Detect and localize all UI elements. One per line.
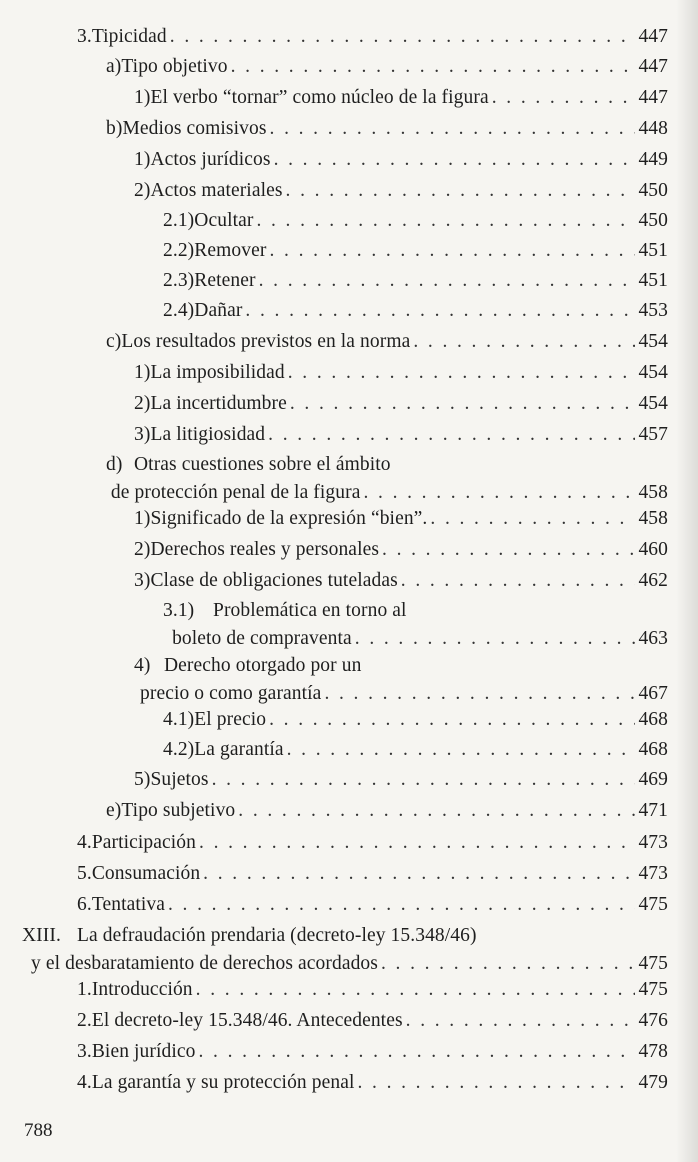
- toc-entry-number: 2.2): [163, 240, 195, 261]
- toc-entry-number: 4.: [77, 832, 92, 853]
- dot-leader: [382, 536, 635, 564]
- toc-entry-line: [77, 829, 668, 857]
- toc-entry-page: 457: [638, 424, 668, 445]
- toc-entry-page: 458: [638, 482, 668, 503]
- dot-leader: [288, 359, 636, 387]
- toc-entry-title: Bien jurídico: [91, 1041, 196, 1062]
- toc-entry: [163, 297, 668, 325]
- toc-entry-page: 454: [638, 331, 668, 352]
- toc-entry-line: [134, 421, 668, 449]
- toc-entry: [77, 976, 668, 1004]
- toc-entry-page: 450: [638, 180, 668, 201]
- toc-entry-line: [163, 297, 668, 325]
- toc-entry: [77, 1007, 668, 1035]
- toc-entry-number: 5.: [77, 863, 92, 884]
- toc-entry-line: [22, 950, 668, 978]
- dot-leader: [199, 829, 635, 857]
- toc-entry-number: 1): [134, 508, 151, 529]
- toc-entry-title: Tentativa: [91, 894, 165, 915]
- toc-entry-line: [134, 177, 668, 205]
- toc-entry-line: [77, 891, 668, 919]
- toc-entry-title: La incertidumbre: [150, 393, 287, 414]
- dot-leader: [231, 53, 636, 81]
- toc-entry-line: [106, 797, 668, 825]
- toc-entry-number: 2): [134, 180, 151, 201]
- toc-entry-title: Retener: [194, 270, 256, 291]
- toc-entry-number: 3): [134, 424, 151, 445]
- toc-entry-number: XIII.: [22, 925, 61, 946]
- toc-entry-line: [106, 479, 668, 507]
- toc-entry-line: [163, 237, 668, 265]
- dot-leader: [286, 177, 636, 205]
- toc-entry-line: [163, 625, 668, 653]
- toc-entry-title: Participación: [91, 832, 197, 853]
- toc-entry-title: Clase de obligaciones tuteladas: [150, 570, 398, 591]
- toc-entry-number: 5): [134, 769, 151, 790]
- toc-entry-page: 451: [638, 240, 668, 261]
- toc-entry-line: [163, 597, 668, 625]
- toc-entry-line: [77, 1007, 668, 1035]
- toc-entry-page: 453: [638, 300, 668, 321]
- toc-entry: [77, 829, 668, 857]
- dot-leader: [290, 390, 636, 418]
- toc-entry-page: 475: [638, 979, 668, 1000]
- toc-entry-title: Actos materiales: [150, 180, 283, 201]
- toc-entry: [163, 597, 668, 653]
- toc-entry: [106, 328, 668, 356]
- toc-entry-page: 463: [638, 628, 668, 649]
- toc-entry-title: Remover: [194, 240, 267, 261]
- toc-entry: [134, 390, 668, 418]
- dot-leader: [401, 567, 636, 595]
- toc-entry-number: 2.3): [163, 270, 195, 291]
- toc-entry-number: 1): [134, 362, 151, 383]
- toc-entry-page: 469: [638, 769, 668, 790]
- toc-entry: [134, 567, 668, 595]
- toc-entry-number: 2): [134, 539, 151, 560]
- toc-entry-page: 447: [638, 87, 668, 108]
- toc-entry: [22, 922, 668, 978]
- toc-entry-number: 4.: [77, 1072, 92, 1093]
- toc-entry: [134, 177, 668, 205]
- toc-entry-title: Derechos reales y personales: [150, 539, 380, 560]
- toc-entry-title: Dañar: [194, 300, 243, 321]
- dot-leader: [212, 766, 636, 794]
- toc-entry-line: [22, 922, 668, 950]
- toc-entry: [77, 860, 668, 888]
- toc-entry: [106, 797, 668, 825]
- toc-entry: [163, 207, 668, 235]
- toc-entry-number: d): [106, 454, 123, 475]
- toc-entry: [106, 115, 668, 143]
- dot-leader: [363, 479, 635, 507]
- toc-entry-number: c): [106, 331, 122, 352]
- toc-entry-page: 454: [638, 393, 668, 414]
- toc-entry-line: [163, 706, 668, 734]
- toc-entry-page: 447: [638, 56, 668, 77]
- toc-entry-line: [134, 390, 668, 418]
- toc-entry-title: Actos jurídicos: [150, 149, 271, 170]
- toc-entry: [134, 84, 668, 112]
- dot-leader: [168, 891, 635, 919]
- toc-entry-title: La garantía: [194, 739, 284, 760]
- toc-entry-title: Sujetos: [150, 769, 209, 790]
- toc-entry-number: 3.1): [163, 600, 195, 621]
- dot-leader: [492, 84, 636, 112]
- toc-entry-page: 451: [638, 270, 668, 291]
- dot-leader: [274, 146, 636, 174]
- toc-entry: [163, 706, 668, 734]
- toc-entry-title: Significado de la expresión “bien”.: [150, 508, 428, 529]
- toc-entry-line: [163, 736, 668, 764]
- toc-entry: [77, 891, 668, 919]
- dot-leader: [259, 267, 636, 295]
- toc-entry-line: [77, 976, 668, 1004]
- dot-leader: [287, 736, 636, 764]
- toc-entry-number: 1.: [77, 979, 92, 1000]
- dot-leader: [269, 706, 635, 734]
- toc-entry-title: El precio: [194, 709, 267, 730]
- toc-entry-page: 450: [638, 210, 668, 231]
- toc-entry: [77, 1069, 668, 1097]
- toc-entry-page: 473: [638, 863, 668, 884]
- toc-entry: [134, 536, 668, 564]
- toc-entry-line: [106, 53, 668, 81]
- toc-entry-page: 448: [638, 118, 668, 139]
- toc-entry-page: 475: [638, 894, 668, 915]
- toc-entry-line: [134, 680, 668, 708]
- dot-leader: [256, 207, 635, 235]
- toc-entry-number: 2.1): [163, 210, 195, 231]
- toc-entry-number: 6.: [77, 894, 92, 915]
- dot-leader: [406, 1007, 636, 1035]
- toc-entry-page: 471: [638, 800, 668, 821]
- toc-entry-number: 2.: [77, 1010, 92, 1031]
- toc-entry-number: 3.: [77, 1041, 92, 1062]
- toc-entry-number: b): [106, 118, 123, 139]
- toc-entry: [134, 146, 668, 174]
- toc-entry-title: Tipo objetivo: [121, 56, 228, 77]
- toc-entry-line: [134, 567, 668, 595]
- toc-entry-title: La defraudación prendaria (decreto-ley 15.348/46): [77, 925, 477, 946]
- toc-entry-title: Ocultar: [194, 210, 254, 231]
- toc-entry-line: [134, 652, 668, 680]
- dot-leader: [324, 680, 635, 708]
- toc-entry-page: 462: [638, 570, 668, 591]
- toc-entry-line: [77, 1069, 668, 1097]
- toc-entry-number: 2.4): [163, 300, 195, 321]
- toc-entry-page: 467: [638, 683, 668, 704]
- dot-leader: [269, 237, 635, 265]
- toc-entry: [134, 359, 668, 387]
- dot-leader: [355, 625, 636, 653]
- dot-leader: [170, 23, 636, 51]
- toc-entry-title: Tipo subjetivo: [121, 800, 236, 821]
- toc-entry-title: Otras cuestiones sobre el ámbito: [134, 454, 391, 475]
- toc-entry-title: de protección penal de la figura: [110, 482, 361, 503]
- toc-entry-page: 468: [638, 739, 668, 760]
- toc-entry: [77, 1038, 668, 1066]
- dot-leader: [245, 297, 635, 325]
- toc-entry-title: Consumación: [91, 863, 201, 884]
- toc-entry-line: [77, 23, 668, 51]
- dot-leader: [413, 328, 635, 356]
- toc-entry-title: y el desbaratamiento de derechos acordados: [31, 953, 378, 974]
- toc-entry-page: 454: [638, 362, 668, 383]
- toc-entry: [163, 237, 668, 265]
- toc-entry-page: 447: [638, 26, 668, 47]
- toc-entry-title: El verbo “tornar” como núcleo de la figura: [150, 87, 489, 108]
- toc-entry-line: [134, 359, 668, 387]
- toc-entry-line: [163, 207, 668, 235]
- toc-entry-title: La garantía y su protección penal: [91, 1072, 355, 1093]
- toc-entry-title: precio o como garantía: [140, 683, 322, 704]
- toc-entry: [77, 23, 668, 51]
- page-edge-shadow: [676, 0, 698, 1162]
- dot-leader: [203, 860, 635, 888]
- toc-entry: [134, 421, 668, 449]
- toc-entry: [163, 267, 668, 295]
- toc-entry-title: Derecho otorgado por un: [164, 655, 362, 676]
- toc-entry-number: 4.2): [163, 739, 195, 760]
- toc-entry-page: 468: [638, 709, 668, 730]
- toc-entry-page: 473: [638, 832, 668, 853]
- toc-entry-number: 1): [134, 149, 151, 170]
- dot-leader: [270, 115, 636, 143]
- dot-leader: [381, 950, 635, 978]
- toc-entry-number: 4): [134, 655, 151, 676]
- toc-entry-number: 3.: [77, 26, 92, 47]
- toc-entry: [163, 736, 668, 764]
- toc-entry-number: 4.1): [163, 709, 195, 730]
- dot-leader: [268, 421, 635, 449]
- dot-leader: [238, 797, 635, 825]
- dot-leader: [430, 505, 635, 533]
- toc-entry-page: 475: [638, 953, 668, 974]
- toc-entry-page: 476: [638, 1010, 668, 1031]
- toc-entry-number: e): [106, 800, 122, 821]
- toc-entry-line: [134, 146, 668, 174]
- toc-entry-title: Problemática en torno al: [213, 600, 407, 621]
- toc-entry-title: Tipicidad: [91, 26, 167, 47]
- toc-entry-page: 449: [638, 149, 668, 170]
- toc-entry-title: Los resultados previstos en la norma: [121, 331, 411, 352]
- toc-entry: [134, 652, 668, 708]
- toc-entry-title: El decreto-ley 15.348/46. Antecedentes: [91, 1010, 403, 1031]
- toc-entry-title: La litigiosidad: [150, 424, 266, 445]
- toc-entry-number: 1): [134, 87, 151, 108]
- toc-entry-number: 3): [134, 570, 151, 591]
- toc-entry-line: [77, 1038, 668, 1066]
- dot-leader: [196, 976, 636, 1004]
- toc-entry-page: 458: [638, 508, 668, 529]
- toc-entry: [106, 53, 668, 81]
- dot-leader: [198, 1038, 635, 1066]
- toc-entry-title: Medios comisivos: [122, 118, 267, 139]
- dot-leader: [357, 1069, 635, 1097]
- toc-entry: [134, 505, 668, 533]
- toc-entry-title: Introducción: [91, 979, 193, 1000]
- toc-entry-line: [134, 536, 668, 564]
- toc-entry-line: [134, 84, 668, 112]
- page-number: 788: [24, 1120, 53, 1141]
- toc-entry: [106, 451, 668, 507]
- toc-entry-line: [134, 505, 668, 533]
- toc-entry-title: La imposibilidad: [150, 362, 285, 383]
- toc-entry-line: [106, 115, 668, 143]
- toc-entry-title: boleto de compraventa: [172, 628, 352, 649]
- toc-entry-page: 460: [638, 539, 668, 560]
- toc-entry: [134, 766, 668, 794]
- toc-entry-line: [134, 766, 668, 794]
- toc-entry-number: a): [106, 56, 122, 77]
- toc-entry-line: [163, 267, 668, 295]
- toc-entry-page: 479: [638, 1072, 668, 1093]
- toc-entry-number: 2): [134, 393, 151, 414]
- toc-entry-page: 478: [638, 1041, 668, 1062]
- toc-entry-line: [106, 328, 668, 356]
- toc-entry-line: [106, 451, 668, 479]
- toc-entry-line: [77, 860, 668, 888]
